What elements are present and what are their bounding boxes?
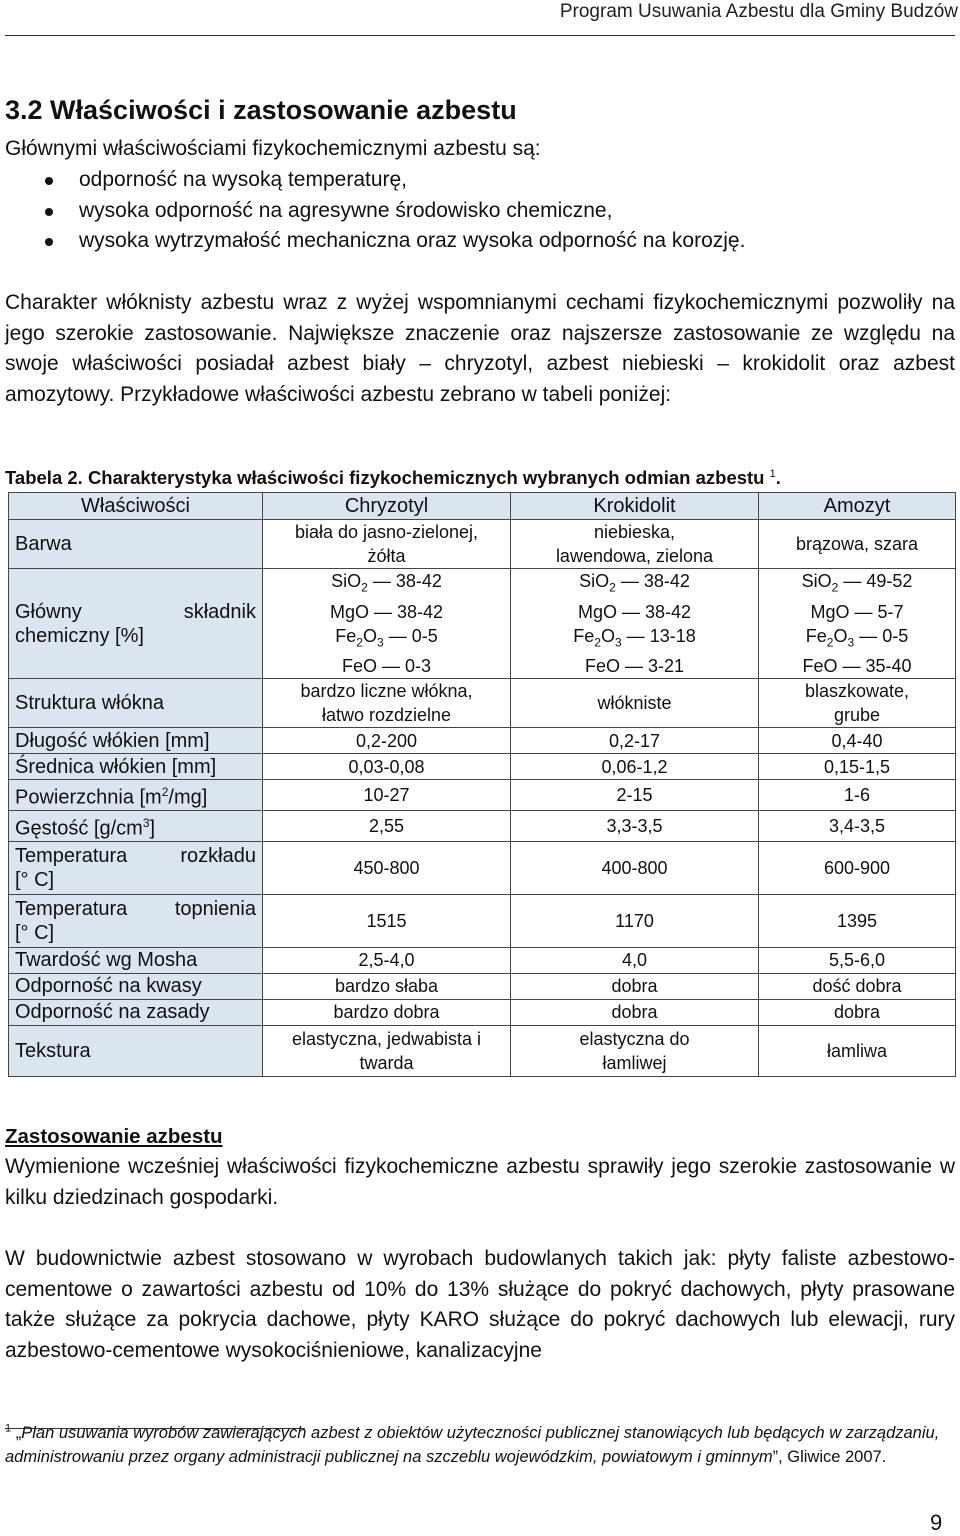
row-header: Barwa [9,520,263,569]
table-row [9,780,956,811]
table-cell: włókniste [511,679,759,728]
table-caption [5,465,781,491]
table-row [9,1025,956,1076]
table-cell: SiO$_2$ — 49-52 MgO — 5-7 $Fe_2O_3$ — 0-5 FeO — 35-40 [759,569,956,679]
bullet-icon [45,238,53,246]
bullet-icon [45,177,53,185]
row-header: Główny składnik chemiczny [%] [9,569,263,679]
table-cell: biała do jasno-zielonej, żółta [263,520,511,569]
table-cell: 1170 [511,894,759,947]
table-cell: 0,2-200 [263,728,511,754]
table-cell: 2,5-4,0 [263,947,511,973]
table-cell: 0,4-40 [759,728,956,754]
page-number: 9 [930,1510,943,1535]
footnote-quote: „ [15,1424,22,1442]
table-cell: bardzo liczne włókna, łatwo rozdzielne [263,679,511,728]
table-cell: 5,5-6,0 [759,947,956,973]
table-row [9,754,956,780]
list-item-text: wysoka wytrzymałość mechaniczna oraz wysoka odporność na korozję. [79,229,746,252]
table-cell: 1515 [263,894,511,947]
row-header: Temperatura rozkładu [° C] [9,841,263,894]
body-paragraph: W budownictwie azbest stosowano w wyrobach budowlanych takich jak: płyty faliste azbestowo-cementowe o zawartości azbestu od 10% do 13% służące do pokryć dachowych, płyty prasowane także służące za pokrycia dachowe, płyty KARO służące do pokryć dachowych lub elewacji, rury azbestowo-cementowe wysokociśnieniowe, kanalizacyjne [5,1247,955,1362]
section-title: 3.2 Właściwości i zastosowanie azbestu [5,95,517,125]
table-row [9,947,956,973]
table-cell: elastyczna do łamliwej [511,1025,759,1076]
footnote-ref[interactable]: 1 [769,467,776,480]
table-cell: 400-800 [511,841,759,894]
row-header: Powierzchnia $[m^2/mg]$ [9,780,263,811]
table-caption-end: . [775,467,781,488]
table-cell: 1-6 [759,780,956,811]
table-cell: 0,06-1,2 [511,754,759,780]
table-cell: 10-27 [263,780,511,811]
intro-text: Głównymi właściwościami fizykochemicznymi azbestu są: [5,137,541,160]
list-item [5,226,945,257]
row-header: Struktura włókna [9,679,263,728]
row-header: Temperatura topnienia [° C] [9,894,263,947]
footnote-tail: ”, Gliwice 2007. [772,1447,887,1466]
table-cell: 1395 [759,894,956,947]
table-cell: 2,55 [263,810,511,841]
header-rule [5,35,955,36]
body-paragraph: Wymienione wcześniej właściwości fizykochemiczne azbestu sprawiły jego szerokie zastosowanie w kilku dziedzinach gospodarki. [5,1155,955,1209]
row-header: Odporność na kwasy [9,973,263,999]
row-header: Odporność na zasady [9,999,263,1025]
row-header: Średnica włókien [mm] [9,754,263,780]
table-cell: dość dobra [759,973,956,999]
table-cell: dobra [759,999,956,1025]
row-header: Długość włókien [mm] [9,728,263,754]
table-row [9,520,956,569]
column-header: Chryzotyl [263,493,511,520]
row-header: Tekstura [9,1025,263,1076]
table-cell: 3,3-3,5 [511,810,759,841]
table-cell: 4,0 [511,947,759,973]
table-cell: 0,03-0,08 [263,754,511,780]
table-row [9,569,956,679]
running-header: Program Usuwania Azbestu dla Gminy Budzów [559,1,958,22]
list-item-text: wysoka odporność na agresywne środowisko chemiczne, [79,198,613,222]
body-paragraph: Charakter włóknisty azbestu wraz z wyżej wspomnianymi cechami fizykochemicznymi pozwoliły na jego szerokie zastosowanie. Największe znaczenie oraz najszersze zastosowanie ze względu na swoje właściwości posiadał azbest biały – chryzotyl, azbest niebieski – krokidolit oraz azbest amozytowy. Przykładowe właściwości azbestu zebrano w tabeli poniżej: [5,291,955,406]
row-header: Gęstość $[g/cm^3]$ [9,810,263,841]
footnote [5,1422,955,1469]
table-row [9,679,956,728]
table-cell: 600-900 [759,841,956,894]
table-header-row [9,493,956,520]
table-row [9,841,956,894]
properties-list [5,165,945,257]
table-cell: bardzo słaba [263,973,511,999]
table-cell: elastyczna, jedwabista i twarda [263,1025,511,1076]
subsection-heading: Zastosowanie azbestu [5,1125,223,1148]
table-cell: 0,15-1,5 [759,754,956,780]
bullet-icon [45,208,53,216]
table-cell: niebieska, lawendowa, zielona [511,520,759,569]
table-cell: 0,2-17 [511,728,759,754]
list-item-text: odporność na wysoką temperaturę, [79,168,408,191]
table-cell: SiO$_2$ — 38-42 MgO — 38-42 $Fe_2O_3$ — 0-5 FeO — 0-3 [263,569,511,679]
table-cell: 3,4-3,5 [759,810,956,841]
table-cell: brązowa, szara [759,520,956,569]
column-header: Właściwości [9,493,263,520]
table-row [9,728,956,754]
table-cell: blaszkowate, grube [759,679,956,728]
list-item [5,196,945,227]
table-row [9,894,956,947]
table-cell: dobra [511,973,759,999]
table-cell: SiO$_2$ — 38-42 MgO — 38-42 $Fe_2O_3$ — 13-18 FeO — 3-21 [511,569,759,679]
table-cell: bardzo dobra [263,999,511,1025]
table-row [9,999,956,1025]
table-cell: 2-15 [511,780,759,811]
table-cell: dobra [511,999,759,1025]
footnote-title: Plan usuwania wyrobów zawierających azbest z obiektów użyteczności publicznej stanowiących lub będących w zarządzaniu, administrowaniu przez organy administracji publicznej na szczeblu wojewódzkim, powiatowym i gminnym [5,1424,940,1466]
footnote-number: 1 [5,1422,12,1435]
table-cell: 450-800 [263,841,511,894]
column-header: Krokidolit [511,493,759,520]
list-item [5,165,945,196]
row-header: Twardość wg Mosha [9,947,263,973]
table-row [9,973,956,999]
asbestos-properties-table [8,492,956,1077]
table-row [9,810,956,841]
table-caption-text: Tabela 2. Charakterystyka właściwości fizykochemicznych wybranych odmian azbestu [5,467,765,488]
table-cell: łamliwa [759,1025,956,1076]
column-header: Amozyt [759,493,956,520]
